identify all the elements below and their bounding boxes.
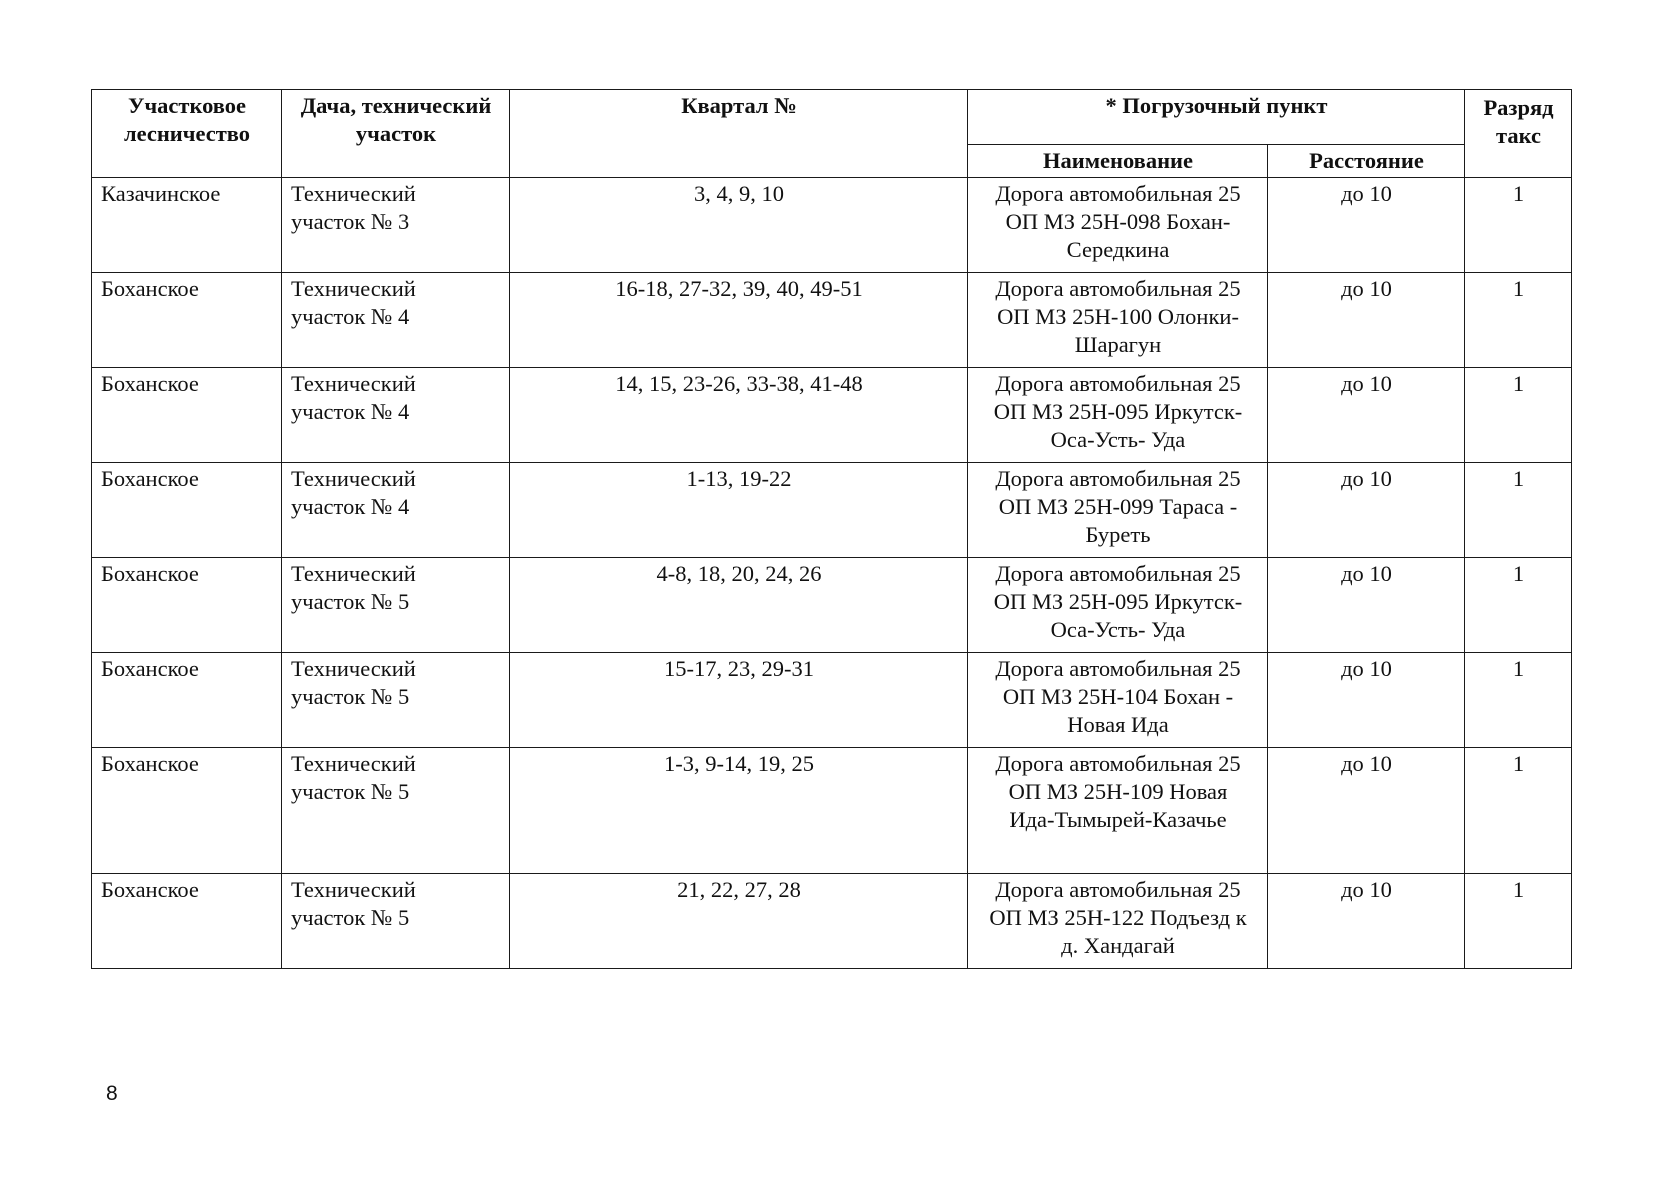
cell-rank: 1 — [1465, 273, 1572, 368]
cell-distance: до 10 — [1268, 273, 1465, 368]
cell-name: Дорога автомобильная 25 ОП МЗ 25Н-100 Олонки- Шарагун — [968, 273, 1268, 368]
cell-rank: 1 — [1465, 178, 1572, 273]
header-row-1 — [92, 90, 1572, 145]
cell-rank: 1 — [1465, 368, 1572, 463]
table-row — [92, 368, 1572, 463]
header-distance: Расстояние — [1268, 145, 1465, 178]
cell-dacha: Технический участок № 4 — [282, 463, 510, 558]
cell-distance: до 10 — [1268, 748, 1465, 874]
cell-rank: 1 — [1465, 463, 1572, 558]
cell-name: Дорога автомобильная 25 ОП МЗ 25Н-109 Новая Ида-Тымырей-Казачье — [968, 748, 1268, 874]
page-number: 8 — [106, 1082, 118, 1105]
cell-rank: 1 — [1465, 558, 1572, 653]
cell-forestry: Казачинское — [92, 178, 282, 273]
cell-rank: 1 — [1465, 653, 1572, 748]
cell-distance: до 10 — [1268, 178, 1465, 273]
cell-dacha: Технический участок № 4 — [282, 273, 510, 368]
header-dacha: Дача, технический участок — [282, 90, 510, 178]
cell-distance: до 10 — [1268, 463, 1465, 558]
cell-dacha: Технический участок № 5 — [282, 748, 510, 874]
table-row — [92, 653, 1572, 748]
table-row — [92, 874, 1572, 969]
header-kvartal: Квартал № — [510, 90, 968, 178]
cell-kvartal: 16-18, 27-32, 39, 40, 49-51 — [510, 273, 968, 368]
header-name: Наименование — [968, 145, 1268, 178]
cell-name: Дорога автомобильная 25 ОП МЗ 25Н-095 Иркутск- Оса-Усть- Уда — [968, 368, 1268, 463]
cell-rank: 1 — [1465, 748, 1572, 874]
cell-forestry: Боханское — [92, 558, 282, 653]
cell-name: Дорога автомобильная 25 ОП МЗ 25Н-122 Подъезд к д. Хандагай — [968, 874, 1268, 969]
table-row — [92, 178, 1572, 273]
cell-distance: до 10 — [1268, 368, 1465, 463]
cell-kvartal: 21, 22, 27, 28 — [510, 874, 968, 969]
cell-distance: до 10 — [1268, 874, 1465, 969]
cell-dacha: Технический участок № 5 — [282, 653, 510, 748]
cell-forestry: Боханское — [92, 874, 282, 969]
cell-kvartal: 3, 4, 9, 10 — [510, 178, 968, 273]
header-rank: Разряд такс — [1465, 90, 1572, 178]
cell-name: Дорога автомобильная 25 ОП МЗ 25Н-104 Бохан - Новая Ида — [968, 653, 1268, 748]
cell-distance: до 10 — [1268, 653, 1465, 748]
cell-forestry: Боханское — [92, 748, 282, 874]
cell-name: Дорога автомобильная 25 ОП МЗ 25Н-099 Тараса - Буреть — [968, 463, 1268, 558]
cell-name: Дорога автомобильная 25 ОП МЗ 25Н-098 Бохан- Середкина — [968, 178, 1268, 273]
table-row — [92, 273, 1572, 368]
cell-forestry: Боханское — [92, 653, 282, 748]
cell-dacha: Технический участок № 5 — [282, 874, 510, 969]
cell-kvartal: 14, 15, 23-26, 33-38, 41-48 — [510, 368, 968, 463]
cell-dacha: Технический участок № 3 — [282, 178, 510, 273]
cell-kvartal: 15-17, 23, 29-31 — [510, 653, 968, 748]
cell-name: Дорога автомобильная 25 ОП МЗ 25Н-095 Иркутск- Оса-Усть- Уда — [968, 558, 1268, 653]
cell-dacha: Технический участок № 4 — [282, 368, 510, 463]
table-row — [92, 558, 1572, 653]
header-loading-point: * Погрузочный пункт — [968, 90, 1465, 145]
cell-forestry: Боханское — [92, 368, 282, 463]
cell-kvartal: 1-3, 9-14, 19, 25 — [510, 748, 968, 874]
header-forestry: Участковое лесничество — [92, 90, 282, 178]
cell-forestry: Боханское — [92, 273, 282, 368]
cell-distance: до 10 — [1268, 558, 1465, 653]
cell-dacha: Технический участок № 5 — [282, 558, 510, 653]
cell-kvartal: 1-13, 19-22 — [510, 463, 968, 558]
table-row — [92, 748, 1572, 874]
table-row — [92, 463, 1572, 558]
cell-rank: 1 — [1465, 874, 1572, 969]
cell-kvartal: 4-8, 18, 20, 24, 26 — [510, 558, 968, 653]
loading-points-table — [91, 89, 1572, 969]
cell-forestry: Боханское — [92, 463, 282, 558]
